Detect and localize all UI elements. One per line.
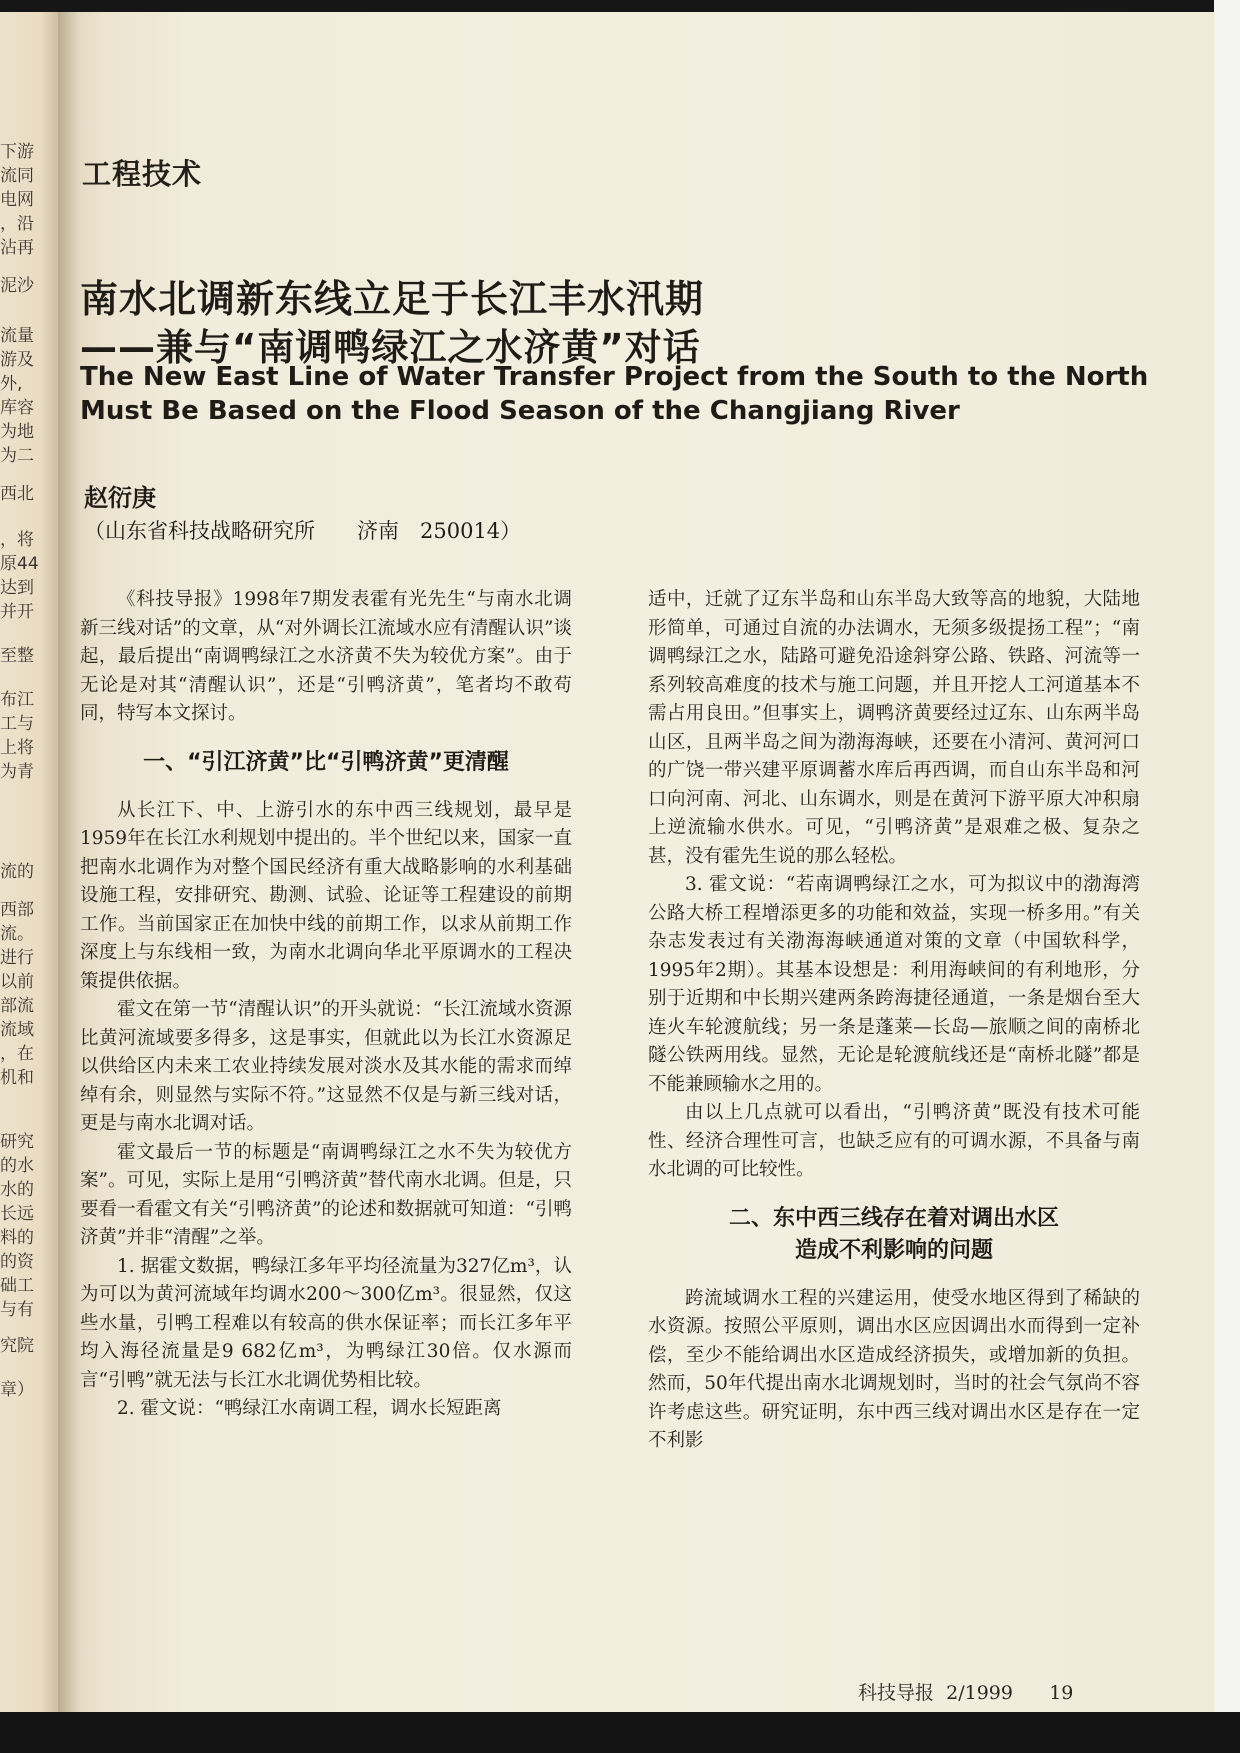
bleed-through-text: [618, 142, 1196, 166]
paragraph: 3. 霍文说：“若南调鸭绿江之水，可为拟议中的渤海湾公路大桥工程增添更多的功能和效益，实现一桥多用。”有关杂志发表过有关渤海海峡通道对策的文章（中国软科学，1995年2期）。其基本设想是：利用海峡间的有利地形，分别于近期和中长期兴建两条跨海捷径通道，一条是烟台至大连火车轮渡航线；另一条是蓬莱—长岛—旅顺之间的南桥北隧公铁两用线。显然，无论是轮渡航线还是“南桥北隧”都是不能兼顾输水之用的。: [648, 874, 1140, 1095]
article-title: 南水北调新东线立足于长江丰水汛期: [80, 277, 705, 321]
previous-page-text-fragment: 以前: [0, 972, 34, 992]
previous-page-text-fragment: 并开: [0, 602, 34, 622]
previous-page-text-fragment: ，将: [0, 530, 34, 550]
previous-page-text-fragment: 部流: [0, 996, 34, 1016]
previous-page-text-fragment: 为地: [0, 422, 34, 442]
previous-page-text-fragment: 究院: [0, 1336, 34, 1356]
previous-page-text-fragment: 原44: [0, 554, 39, 574]
previous-page-text-fragment: ，沿: [0, 214, 34, 234]
paragraph: 2. 霍文说：“鸭绿江水南调工程，调水长短距离: [117, 1398, 502, 1419]
article-title-english: [80, 360, 1190, 428]
previous-page-text-fragment: 库容: [0, 398, 34, 418]
previous-page-text-fragment: 工与: [0, 714, 34, 734]
previous-page-text-fragment: 的资: [0, 1252, 34, 1272]
previous-page-text-fragment: 研究: [0, 1132, 34, 1152]
previous-page-text-fragment: ，在: [0, 1044, 34, 1064]
previous-page-text-fragment: 水的: [0, 1180, 34, 1200]
previous-page-text-fragment: 沾再: [0, 238, 34, 258]
right-column: [648, 586, 1140, 1456]
english-title-line-2: Must Be Based on the Flood Season of the Changjiang River: [80, 396, 960, 426]
previous-page-text-fragment: 流。: [0, 924, 34, 944]
previous-page-text-fragment: 西部: [0, 900, 34, 920]
paragraph: 由以上几点就可以看出，“引鸭济黄”既没有技术可能性、经济合理性可言，也缺乏应有的可调水源，不具备与南水北调的可比较性。: [648, 1102, 1140, 1180]
previous-page-text-fragment: 的水: [0, 1156, 34, 1176]
section-heading-1: 一、“引江济黄”比“引鸭济黄”更清醒: [143, 749, 509, 775]
heading-line-2: 造成不利影响的问题: [794, 1237, 993, 1263]
heading-line-1: 二、东中西三线存在着对调出水区: [728, 1205, 1059, 1231]
previous-page-text-fragment: 流的: [0, 862, 34, 882]
previous-page-text-fragment: 西北: [0, 484, 34, 504]
paragraph: 《科技导报》1998年7期发表霍有光先生“与南水北调新三线对话”的文章，从“对外调长江流域水应有清醒认识”谈起，最后提出“南调鸭绿江之水济黄不失为较优方案”。由于无论是对其“清醒认识”，还是“引鸭济黄”，笔者均不敢苟同，特写本文探讨。: [80, 589, 572, 724]
previous-page-text-fragment: 长远: [0, 1204, 34, 1224]
previous-page-text-fragment: 与有: [0, 1300, 34, 1320]
author-name: 赵衍庚: [84, 484, 156, 512]
journal-name: 科技导报: [858, 1682, 935, 1704]
previous-page-text-fragment: 电网: [0, 190, 34, 210]
previous-page-text-fragment: 章）: [0, 1380, 34, 1400]
previous-page-text-fragment: 流量: [0, 326, 34, 346]
english-title-line-1: The New East Line of Water Transfer Project from the South to the North: [80, 362, 1149, 392]
previous-page-text-fragment: 达到: [0, 578, 34, 598]
issue-number: 2/1999: [946, 1682, 1013, 1704]
article-subtitle: ——兼与“南调鸭绿江之水济黄”对话: [80, 326, 701, 369]
page-number: 19: [1049, 1682, 1074, 1704]
left-column: [80, 586, 572, 1424]
author-affiliation: （山东省科技战略研究所 济南 250014）: [84, 519, 522, 543]
paragraph: 适中，迁就了辽东半岛和山东半岛大致等高的地貌，大陆地形简单，可通过自流的办法调水，无须多级提扬工程”；“南调鸭绿江之水，陆路可避免沿途斜穿公路、铁路、河流等一系列较高难度的技术与施工问题，并且开挖人工河道基本不需占用良田。”但事实上，调鸭济黄要经过辽东、山东两半岛山区，且两半岛之间为渤海海峡，还要在小清河、黄河河口的广饶一带兴建平原调蓄水库后再西调，而自山东半岛和河口向河南、河北、山东调水，则是在黄河下游平原大冲积扇上逆流输水供水。可见，“引鸭济黄”是艰难之极、复杂之甚，没有霍先生说的那么轻松。: [648, 589, 1140, 867]
section-label: 工程技术: [82, 157, 203, 191]
scanner-right-edge: [1214, 0, 1240, 1753]
paragraph: 霍文在第一节“清醒认识”的开头就说：“长江流域水资源比黄河流域要多得多，这是事实，但就此以为长江水资源足以供给区内未来工农业持续发展对淡水及其水能的需求而绰绰有余，则显然与实际不符。”这显然不仅是与新三线对话，更是与南水北调对话。: [80, 999, 572, 1134]
previous-page-text-fragment: 布江: [0, 690, 34, 710]
previous-page-text-fragment: 至整: [0, 646, 34, 666]
page-footer: [858, 1678, 1073, 1705]
previous-page-edge: [0, 12, 58, 1712]
paragraph: 跨流域调水工程的兴建运用，使受水地区得到了稀缺的水资源。按照公平原则，调出水区应因调出水而得到一定补偿，至少不能给调出水区造成经济损失，或增加新的负担。然而，50年代提出南水北调规划时，当时的社会气氛尚不容许考虑这些。研究证明，东中西三线对调出水区是存在一定不利影: [648, 1287, 1140, 1451]
previous-page-text-fragment: 泥沙: [0, 276, 34, 296]
previous-page-text-fragment: 流域: [0, 1020, 34, 1040]
journal-page: [58, 12, 1214, 1712]
paragraph: 霍文最后一节的标题是“南调鸭绿江之水不失为较优方案”。可见，实际上是用“引鸭济黄”替代南水北调。但是，只要看一看霍文有关“引鸭济黄”的论述和数据就可知道：“引鸭济黄”并非“清醒”之举。: [80, 1141, 572, 1248]
previous-page-text-fragment: 机和: [0, 1068, 34, 1088]
previous-page-text-fragment: 游及: [0, 350, 34, 370]
previous-page-text-fragment: 础工: [0, 1276, 34, 1296]
previous-page-text-fragment: 为二: [0, 446, 34, 466]
previous-page-text-fragment: 下游: [0, 142, 34, 162]
scanner-top-edge: [0, 0, 1240, 12]
previous-page-text-fragment: 上将: [0, 738, 34, 758]
gutter-shadow: [58, 12, 80, 1712]
paragraph: 从长江下、中、上游引水的东中西三线规划，最早是1959年在长江水利规划中提出的。半个世纪以来，国家一直把南水北调作为对整个国民经济有重大战略影响的水利基础设施工程，安排研究、勘测、试验、论证等工程建设的前期工作。当前国家正在加快中线的前期工作，以求从前期工作深度上与东线相一致，为南水北调向华北平原调水的工程决策提供依据。: [80, 799, 572, 992]
previous-page-text-fragment: 料的: [0, 1228, 34, 1248]
previous-page-text-fragment: 为青: [0, 762, 34, 782]
section-heading-2: [648, 1203, 1140, 1267]
previous-page-text-fragment: 进行: [0, 948, 34, 968]
previous-page-text-fragment: 外,: [0, 374, 23, 394]
previous-page-text-fragment: 流同: [0, 166, 34, 186]
scanner-bottom-edge: [0, 1712, 1240, 1753]
paragraph: 1. 据霍文数据，鸭绿江多年平均径流量为327亿m³，认为可以为黄河流域年均调水200～300亿m³。很显然，仅这些水量，引鸭工程难以有较高的供水保证率；而长江多年平均入海径流量是9 682亿m³，为鸭绿江30倍。仅水源而言“引鸭”就无法与长江水北调优势相比较。: [80, 1255, 572, 1391]
